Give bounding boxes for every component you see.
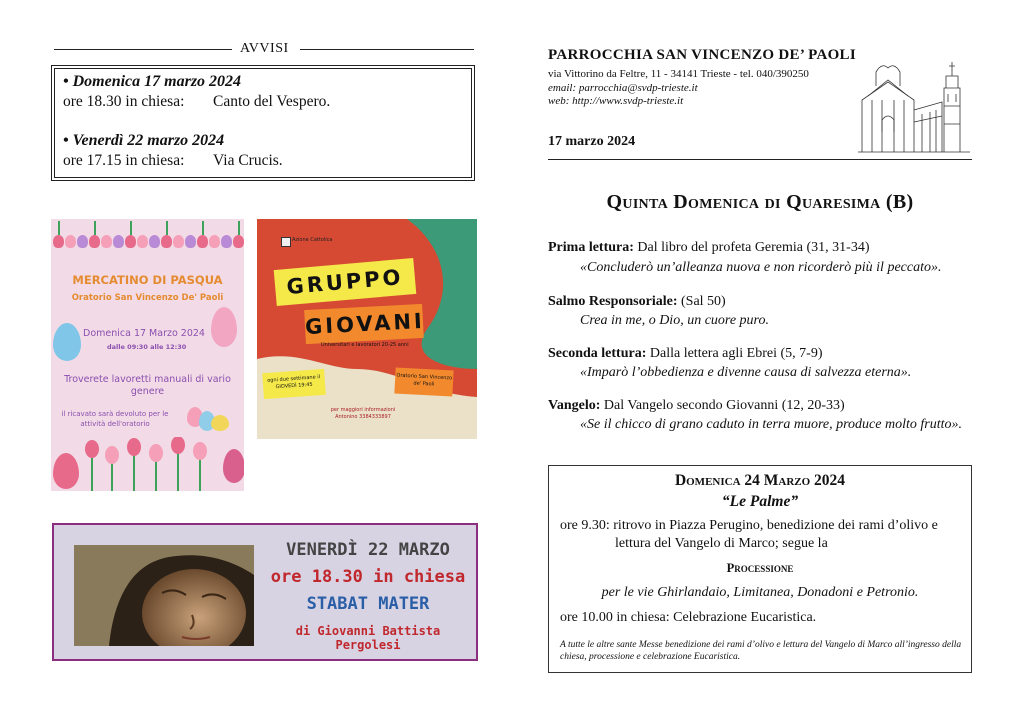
- mercatino-text: il ricavato sarà devoluto per le attività dell'oratorio: [61, 410, 169, 428]
- stabat-title: STABAT MATER: [306, 594, 430, 614]
- mercatino-text: Troverete lavoretti manuali di vario genere: [64, 374, 231, 397]
- reading-quote: «Imparò l’obbedienza e divenne causa di salvezza eterna».: [580, 365, 912, 380]
- mercatino-title: MERCATINO DI PASQUA: [72, 273, 223, 287]
- contact-info: per maggiori informazioni Antonino 3384333897: [330, 407, 396, 420]
- avvisi-box: [54, 68, 472, 178]
- gruppo-giovani-poster: [257, 219, 477, 439]
- easter-egg-icon: [211, 415, 229, 431]
- easter-egg-icon: [53, 453, 79, 489]
- reading-label: Seconda lettura:: [548, 346, 647, 361]
- reading-quote: Crea in me, o Dio, un cuore puro.: [580, 313, 769, 328]
- stabat-mater-banner: [52, 523, 478, 661]
- event-line: [63, 93, 331, 111]
- mercatino-time: dalle 09:30 alle 12:30: [107, 343, 187, 351]
- event-date: • Venerdì 22 marzo 2024: [63, 132, 225, 149]
- event-date: • Domenica 17 marzo 2024: [63, 73, 242, 90]
- reading-label: Prima lettura:: [548, 240, 634, 255]
- stabat-date: VENERDÌ 22 MARZO: [286, 540, 450, 560]
- reading-label: Vangelo:: [548, 398, 601, 413]
- parish-email[interactable]: email: parrocchia@svdp-trieste.it: [548, 82, 698, 94]
- avvisi-title: AVVISI: [240, 41, 289, 56]
- reading-ref: Dal libro del profeta Geremia (31, 31-34): [633, 240, 870, 255]
- header-divider: [548, 159, 972, 160]
- church-drawing-icon: [858, 52, 970, 156]
- event-time: ore 18.30 in chiesa:: [63, 93, 185, 110]
- azione-cattolica-logo: [281, 237, 291, 247]
- palme-mass: ore 10.00 in chiesa: Celebrazione Eucaristica.: [560, 610, 817, 625]
- easter-egg-icon: [223, 449, 244, 483]
- age-range-text: Universitari e lavoratori 20-25 anni: [321, 342, 409, 348]
- reading-ref: Dalla lettera agli Ebrei (5, 7-9): [646, 346, 823, 361]
- procession-route: per le vie Ghirlandaio, Limitanea, Donadoni e Petronio.: [601, 585, 919, 600]
- tulip-flowers-icon: [81, 437, 221, 491]
- liturgy-title: Quinta Domenica di Quaresima (B): [606, 191, 914, 213]
- easter-egg-icon: [211, 307, 237, 347]
- parish-name: PARROCCHIA SAN VINCENZO DE’ PAOLI: [548, 47, 856, 63]
- logo-text: Azione Cattolica: [292, 237, 333, 243]
- reading-ref: Dal Vangelo secondo Giovanni (12, 20-33): [600, 398, 845, 413]
- avvisi-rule-left: [54, 49, 232, 50]
- avvisi-rule-right: [300, 49, 474, 50]
- reading-quote: «Concluderò un’alleanza nuova e non ricorderò più il peccato».: [580, 260, 942, 275]
- event-line: [63, 152, 283, 170]
- gruppo-word: GRUPPO: [274, 258, 417, 306]
- procession-heading: Processione: [726, 561, 794, 575]
- madonna-painting-image: [74, 545, 254, 646]
- mercatino-poster: [51, 219, 244, 491]
- reading-label: Salmo Responsoriale:: [548, 294, 678, 309]
- event-desc: Via Crucis.: [213, 152, 283, 169]
- palme-schedule: lettura del Vangelo di Marco; segue la: [615, 536, 828, 551]
- location-box: Oratorio San Vincenzo de' Paoli: [394, 368, 453, 397]
- palme-note: A tutte le altre sante Messe benedizione dei rami d’olivo e lettura del Vangelo di Marco all’ingresso della chiesa, processione e celebrazione Eucaristica.: [560, 640, 962, 662]
- event-time: ore 17.15 in chiesa:: [63, 152, 185, 169]
- stabat-composer: di Giovanni Battista Pergolesi: [295, 624, 441, 652]
- palme-subtitle: “Le Palme”: [721, 493, 799, 510]
- reading-heading: [548, 240, 870, 256]
- schedule-box: ogni due settimane il GIOVEDÌ 19:45: [262, 369, 326, 399]
- parish-address: via Vittorino da Feltre, 11 - 34141 Trieste - tel. 040/390250: [548, 68, 809, 80]
- issue-date: 17 marzo 2024: [548, 134, 636, 149]
- giovani-word: GIOVANI: [304, 304, 424, 344]
- reading-heading: [548, 294, 726, 310]
- tulip-border-top: [51, 221, 244, 251]
- reading-ref: (Sal 50): [677, 294, 726, 309]
- reading-quote: «Se il chicco di grano caduto in terra muore, produce molto frutto».: [580, 417, 962, 432]
- parish-website[interactable]: web: http://www.svdp-trieste.it: [548, 95, 684, 107]
- reading-heading: [548, 346, 822, 362]
- reading-heading: [548, 398, 845, 414]
- palme-title: Domenica 24 Marzo 2024: [674, 472, 846, 489]
- event-desc: Canto del Vespero.: [213, 93, 331, 110]
- palme-schedule: ore 9.30: ritrovo in Piazza Perugino, benedizione dei rami d’olivo e: [560, 518, 938, 533]
- easter-egg-icon: [53, 323, 81, 361]
- mercatino-date: Domenica 17 Marzo 2024: [83, 328, 205, 339]
- mercatino-subtitle: Oratorio San Vincenzo De' Paoli: [71, 293, 224, 303]
- palme-box: [548, 465, 972, 673]
- stabat-time: ore 18.30 in chiesa: [270, 567, 466, 587]
